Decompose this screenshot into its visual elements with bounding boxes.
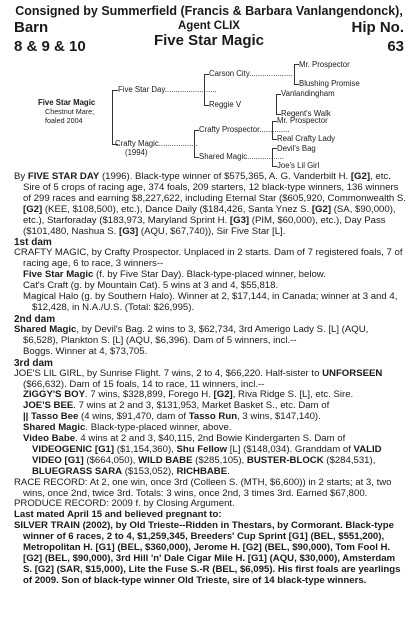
- second-dam-text: Shared Magic, by Devil's Bag. 2 wins to 3, $62,734, 3rd Amerigo Lady S. [L] (AQU, $6,528), Plankton S. [L] (AQU, $6,396). Dam of 5 winners, incl.--: [14, 323, 369, 346]
- pedigree-dam-dam: Shared Magic.................: [199, 152, 284, 161]
- pedigree-bracket-ss: [294, 64, 295, 84]
- barn-label: Barn: [14, 19, 49, 36]
- pedigree-bracket-sd: [276, 94, 277, 114]
- third-dam-foal-2-produce: || Tasso Bee (4 wins, $91,470, dam of Tasso Run, 3 wins, $147,140).: [23, 411, 321, 423]
- pedigree-sire: Five Star Day........................: [118, 85, 217, 94]
- pedigree-sire-dam: Reggie V: [209, 100, 242, 109]
- hip-label: Hip No.: [351, 19, 404, 36]
- sire-paragraph: By FIVE STAR DAY (1996). Black-type winner of $575,365, A. G. Vanderbilt H. [G2], etc. Sire of 5 crops of racing age, 374 foals, 209 starters, 12 black-type winners, 136 winners of 299 races and earning $8,227,622, including Eternal Star ($605,920, Commonwealth S. [G2] (KEE, $108,500), etc.), Dance Daily ($184,426, Santa Ynez S. [G2] (SA, $90,000), etc.), Starforaday ($183,973, Maryland Sprint H. [G3] (PIM, $60,000), etc.), Day Pass ($101,480, Nashua S. [G3] (AQU, $67,740)), Sir Five Star [L].: [14, 171, 406, 237]
- pedigree-dsd: Real Crafty Lady: [277, 134, 336, 143]
- pedigree-sire-sire: Carson City....................: [209, 69, 293, 78]
- consignor-line: Consigned by Summerfield (Francis & Barbara Vanlangendonck),: [15, 4, 403, 18]
- first-dam-text: CRAFTY MAGIC, by Crafty Prospector. Unplaced in 2 starts. Dam of 7 registered foals, 7 of racing age, 6 to race, 3 winners--: [14, 247, 403, 270]
- barn-numbers: 8 & 9 & 10: [14, 38, 86, 55]
- pedigree-bracket-ds: [272, 121, 273, 139]
- pedigree-ssd: Blushing Promise: [299, 79, 360, 88]
- pedigree-bracket-dam: [194, 130, 195, 157]
- last-mated: Last mated April 15 and believed pregnant to:: [14, 509, 222, 521]
- third-dam-heading: 3rd dam: [14, 357, 53, 369]
- pedigree-bracket-gen1: [112, 90, 113, 144]
- third-dam-foal-1: ZIGGY'S BOY. 7 wins, $328,899, Forego H. [G2], Riva Ridge S. [L], etc. Sire.: [23, 389, 354, 401]
- pedigree-dam-sire: Crafty Prospector..............: [199, 125, 290, 134]
- covering-sire: SILVER TRAIN (2002), by Old Trieste--Ridden in Thestars, by Cormorant. Black-type winner of 6 races, 2 to 4, $1,259,345, Breeders' Cup Sprint [G1] (BEL, $551,200), Metropolitan H. [G1] (BEL, $360,000), Jerome H. [G2] (BEL, $90,000), Tom Fool H. [G2] (BEL, $90,000), 3rd Hill 'n' Dale Cigar Mile H. [G1] (AQU, $30,000), Amsterdam S. [G2] (SAR, $15,000), Lite the Fuse S.-R (BEL, $6,095). His first foals are yearlings of 2009. Son of black-type winner Old Trieste, sire of 14 black-type winners.: [14, 520, 401, 586]
- pedigree-subject-color: Chestnut Mare;: [45, 107, 95, 116]
- catalog-body: [14, 172, 406, 587]
- pedigree-sdd: Regent's Walk: [281, 109, 331, 118]
- pedigree-subject-foaled: foaled 2004: [45, 116, 83, 125]
- third-dam-foal-3: Shared Magic. Black-type-placed winner, above.: [23, 422, 232, 434]
- pedigree-chart: [14, 60, 404, 170]
- third-dam-text: JOE'S LIL GIRL, by Sunrise Flight. 7 wins, 2 to 4, $66,220. Half-sister to UNFORSEEN ($66,632). Dam of 15 foals, 14 to race, 11 winners, incl.--: [14, 367, 383, 390]
- third-dam-foal-4: Video Babe. 4 wins at 2 and 3, $40,115, 2nd Bowie Kindergarten S. Dam of VIDEOGENIC [G1] ($1,154,360), Shu Fellow [L] ($148,034). Granddam of VALID VIDEO [G1] ($664,050), WILD BABE ($285,105), BUSTER-BLOCK ($284,531), BLUEGRASS SARA ($153,052), RICHBABE.: [23, 433, 382, 477]
- pedigree-sds: Vanlandingham: [281, 89, 335, 98]
- agent-line: Agent CLIX: [178, 20, 240, 32]
- race-record: RACE RECORD: At 2, one win, once 3rd (Colleen S. (MTH, $6,600)) in 2 starts; at 3, two wins, once 2nd, twice 3rd. Totals: 3 wins, once 2nd, 3 times 3rd. Earned $67,800.: [14, 476, 392, 499]
- pedigree-ddd: Joe's Lil Girl: [277, 161, 320, 170]
- first-dam-heading: 1st dam: [14, 237, 52, 249]
- pedigree-dds: Devil's Bag: [277, 144, 316, 153]
- pedigree-dam-year: (1994): [125, 148, 148, 157]
- first-dam-foal-1: Five Star Magic (f. by Five Star Day). Black-type-placed winner, below.: [23, 269, 326, 281]
- hip-number: 63: [387, 38, 404, 55]
- horse-name: Five Star Magic: [153, 32, 265, 49]
- pedigree-dss: Mr. Prospector: [277, 116, 328, 125]
- catalog-header: [14, 4, 404, 62]
- first-dam-foal-2: Cat's Craft (g. by Mountain Cat). 5 wins at 3 and 4, $55,818.: [23, 280, 279, 292]
- second-dam-heading: 2nd dam: [14, 313, 56, 325]
- second-dam-foal-1: Boggs. Winner at 4, $73,705.: [23, 345, 148, 357]
- pedigree-dam: Crafty Magic..................: [115, 139, 198, 148]
- third-dam-foal-2: JOE'S BEE. 7 wins at 2 and 3, $131,953, Market Basket S., etc. Dam of: [23, 400, 330, 412]
- produce-record: PRODUCE RECORD: 2009 f. by Closing Argument.: [14, 498, 235, 510]
- pedigree-sss: Mr. Prospector: [299, 60, 350, 69]
- pedigree-subject: Five Star Magic: [38, 98, 96, 107]
- pedigree-bracket-dd: [272, 148, 273, 166]
- pedigree-bracket-sire: [204, 74, 205, 105]
- first-dam-foal-3: Magical Halo (g. by Southern Halo). Winner at 2, $17,144, in Canada; winner at 3 and 4, $12,428, in N.A./U.S. (Total: $26,995).: [23, 291, 398, 313]
